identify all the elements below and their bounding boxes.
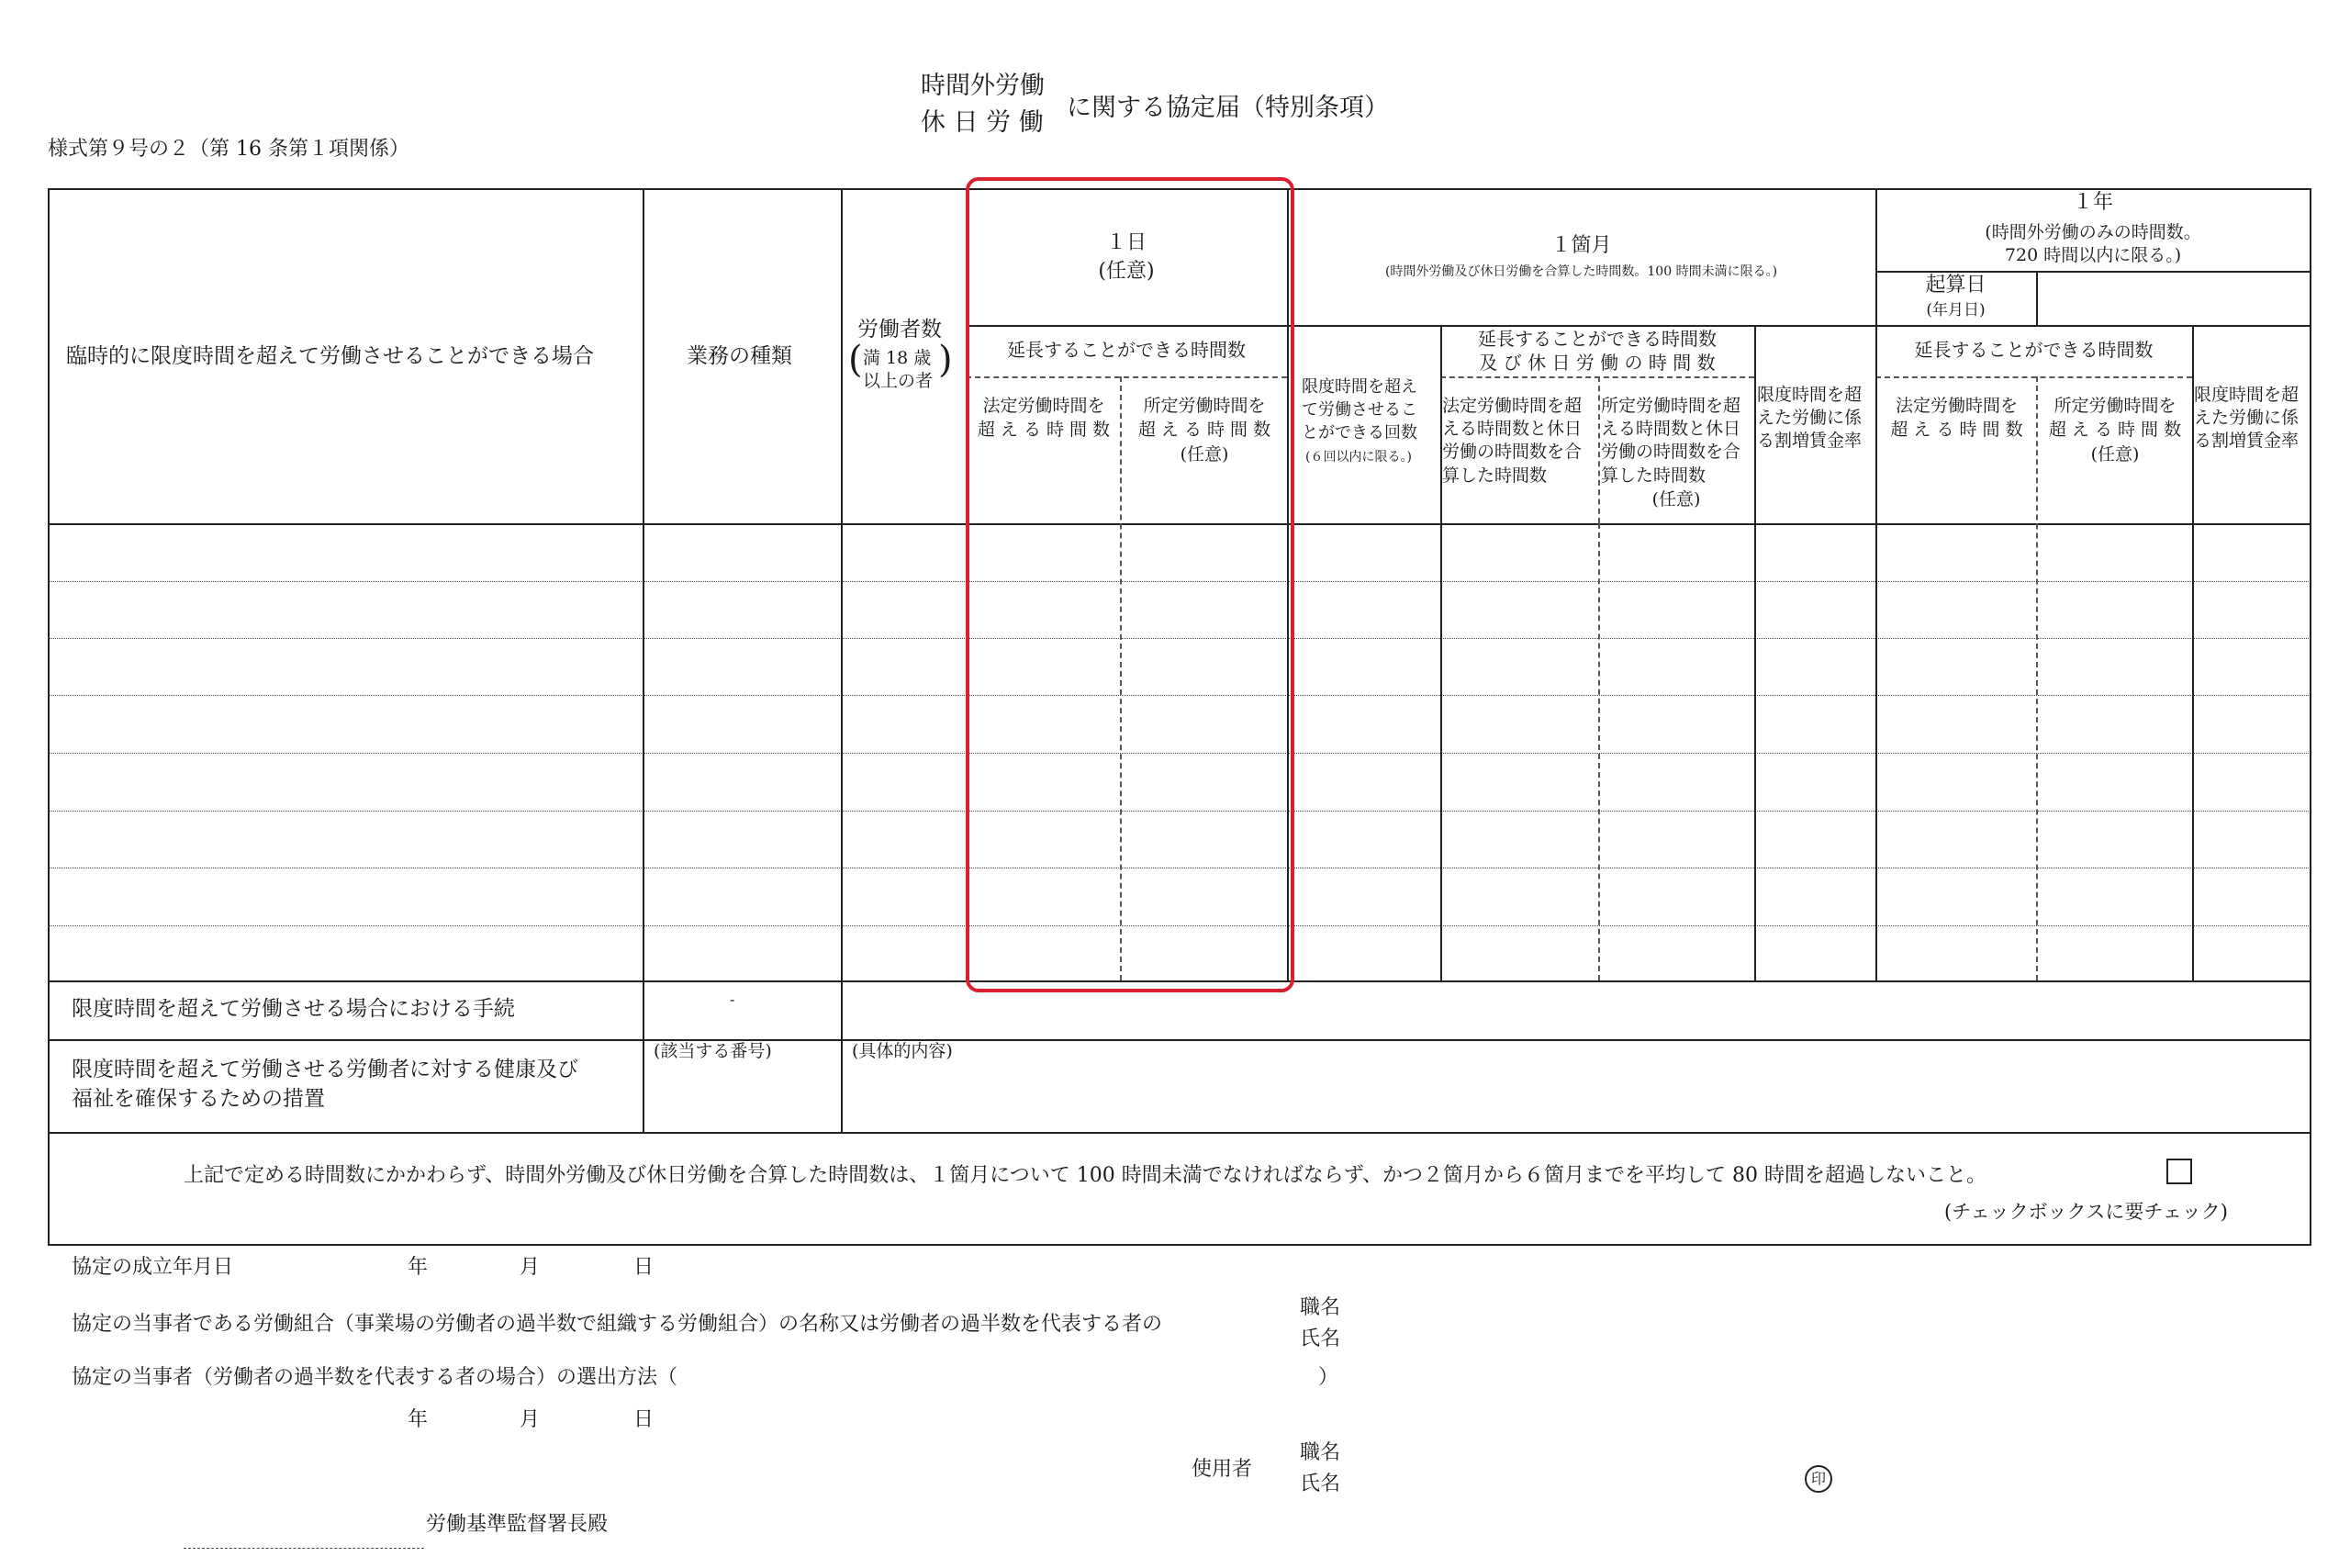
form-number: 様式第９号の２（第 16 条第１項関係）	[48, 138, 409, 161]
year-start-label: 起算日	[1925, 274, 1986, 297]
health-label-line1: 限度時間を超えて労働させる労働者に対する健康及び	[72, 1058, 578, 1081]
health-detail-label: (具体的内容)	[852, 1041, 953, 1061]
party-position-label: 職名	[1300, 1296, 1341, 1319]
col-header-business: 業務の種類	[687, 344, 792, 368]
month-prescribed-line2: える時間数と休日	[1601, 419, 1741, 439]
year-legal-line2: 超 え る 時 間 数	[1890, 420, 2023, 440]
party-label: 協定の当事者である労働組合（事業場の労働者の過半数で組織する労働組合）の名称又は労働者の過半数を代表する者の	[72, 1313, 1163, 1336]
month-legal-line1: 法定労働時間を超	[1442, 396, 1583, 416]
year-header-title: １年	[2072, 191, 2113, 214]
year-rate-line3: る割増賃金率	[2194, 431, 2300, 451]
office-name-line[interactable]	[184, 1548, 424, 1549]
procedure-value[interactable]: -	[730, 991, 735, 1008]
agreement-date-month: 月	[520, 1256, 541, 1279]
health-number-label: (該当する番号)	[654, 1041, 772, 1061]
agreement-date-year: 年	[408, 1256, 429, 1279]
month-header-note: (時間外労働及び休日労働を合算した時間数。100 時間未満に限る。)	[1384, 264, 1778, 279]
title-line-overtime: 時間外労働	[921, 72, 1045, 100]
month-count-line2: て労働させるこ	[1302, 400, 1417, 420]
month-header-title: １箇月	[1550, 234, 1612, 257]
employer-position-label: 職名	[1300, 1441, 1341, 1464]
year-header-note1: (時間外労働のみの時間数。	[1985, 222, 2201, 242]
month-extend-line2: 及 び 休 日 労 働 の 時 間 数	[1479, 352, 1716, 374]
title-suffix: に関する協定届（特別条項）	[1067, 94, 1389, 122]
month-count-line3: とができる回数	[1302, 423, 1417, 442]
month-prescribed-line3: 労働の時間数を合	[1601, 442, 1741, 462]
selection-method-close: ）	[1318, 1366, 1339, 1389]
day-prescribed-line2: 超 え る 時 間 数	[1137, 420, 1271, 440]
year-prescribed-note: (任意)	[2090, 444, 2140, 465]
procedure-label: 限度時間を超えて労働させる場合における手続	[72, 997, 515, 1021]
month-prescribed-line1: 所定労働時間を超	[1601, 396, 1741, 416]
office-label: 労働基準監督署長殿	[426, 1513, 609, 1536]
year-extend-label: 延長することができる時間数	[1914, 339, 2154, 361]
month-count-line1: 限度時間を超え	[1302, 377, 1417, 397]
day-legal-line1: 法定労働時間を	[982, 396, 1105, 416]
month-rate-line1: 限度時間を超	[1757, 385, 1863, 405]
month-rate-line2: えた労働に係	[1757, 408, 1863, 428]
employer-label: 使用者	[1192, 1458, 1253, 1481]
submission-date-day: 日	[633, 1408, 655, 1431]
day-extend-label: 延長することができる時間数	[1007, 339, 1246, 361]
submission-date-year: 年	[408, 1408, 429, 1431]
pledge-check-note: (チェックボックスに要チェック)	[1944, 1201, 2228, 1223]
day-legal-line2: 超 え る 時 間 数	[977, 420, 1111, 440]
month-legal-line3: 労働の時間数を合	[1442, 442, 1583, 462]
col-header-case: 臨時的に限度時間を超えて労働させることができる場合	[66, 344, 594, 368]
month-legal-line2: える時間数と休日	[1442, 419, 1583, 439]
month-extend-line1: 延長することができる時間数	[1478, 328, 1717, 350]
health-label-line2: 福祉を確保するための措置	[72, 1087, 325, 1111]
agreement-date-label: 協定の成立年月日	[72, 1256, 234, 1279]
year-rate-line2: えた労働に係	[2194, 408, 2300, 428]
agreement-date-day: 日	[633, 1256, 655, 1279]
year-rate-line1: 限度時間を超	[2194, 385, 2300, 405]
pledge-checkbox[interactable]	[2166, 1159, 2192, 1184]
month-prescribed-line4: 算した時間数	[1601, 465, 1707, 486]
pledge-text: 上記で定める時間数にかかわらず、時間外労働及び休日労働を合算した時間数は、１箇月について 100 時間未満でなければならず、かつ２箇月から６箇月までを平均して 80 時間を超過しないこと。	[184, 1164, 1987, 1187]
day-header-note: (任意)	[1098, 260, 1155, 283]
submission-date-month: 月	[520, 1408, 541, 1431]
year-header-note2: 720 時間以内に限る。)	[2004, 245, 2182, 265]
year-prescribed-line1: 所定労働時間を	[2053, 396, 2177, 416]
year-start-note: (年月日)	[1926, 301, 1986, 319]
month-rate-line3: る割増賃金率	[1757, 431, 1863, 451]
day-header-title: １日	[1105, 231, 1147, 254]
month-prescribed-note: (任意)	[1651, 489, 1701, 510]
day-column-highlight	[966, 177, 1294, 992]
party-name-label: 氏名	[1300, 1327, 1341, 1350]
title-line-holiday: 休 日 労 働	[921, 108, 1044, 137]
day-prescribed-line1: 所定労働時間を	[1143, 396, 1266, 416]
selection-method-label: 協定の当事者（労働者の過半数を代表する者の場合）の選出方法（	[72, 1366, 678, 1389]
year-prescribed-line2: 超 え る 時 間 数	[2048, 420, 2182, 440]
seal-mark-icon: 印	[1805, 1465, 1832, 1493]
day-prescribed-note: (任意)	[1180, 444, 1229, 465]
employer-name-label: 氏名	[1300, 1473, 1341, 1495]
month-legal-line4: 算した時間数	[1442, 465, 1548, 486]
month-count-note: (６回以内に限る。)	[1305, 450, 1412, 465]
year-legal-line1: 法定労働時間を	[1895, 396, 2018, 416]
